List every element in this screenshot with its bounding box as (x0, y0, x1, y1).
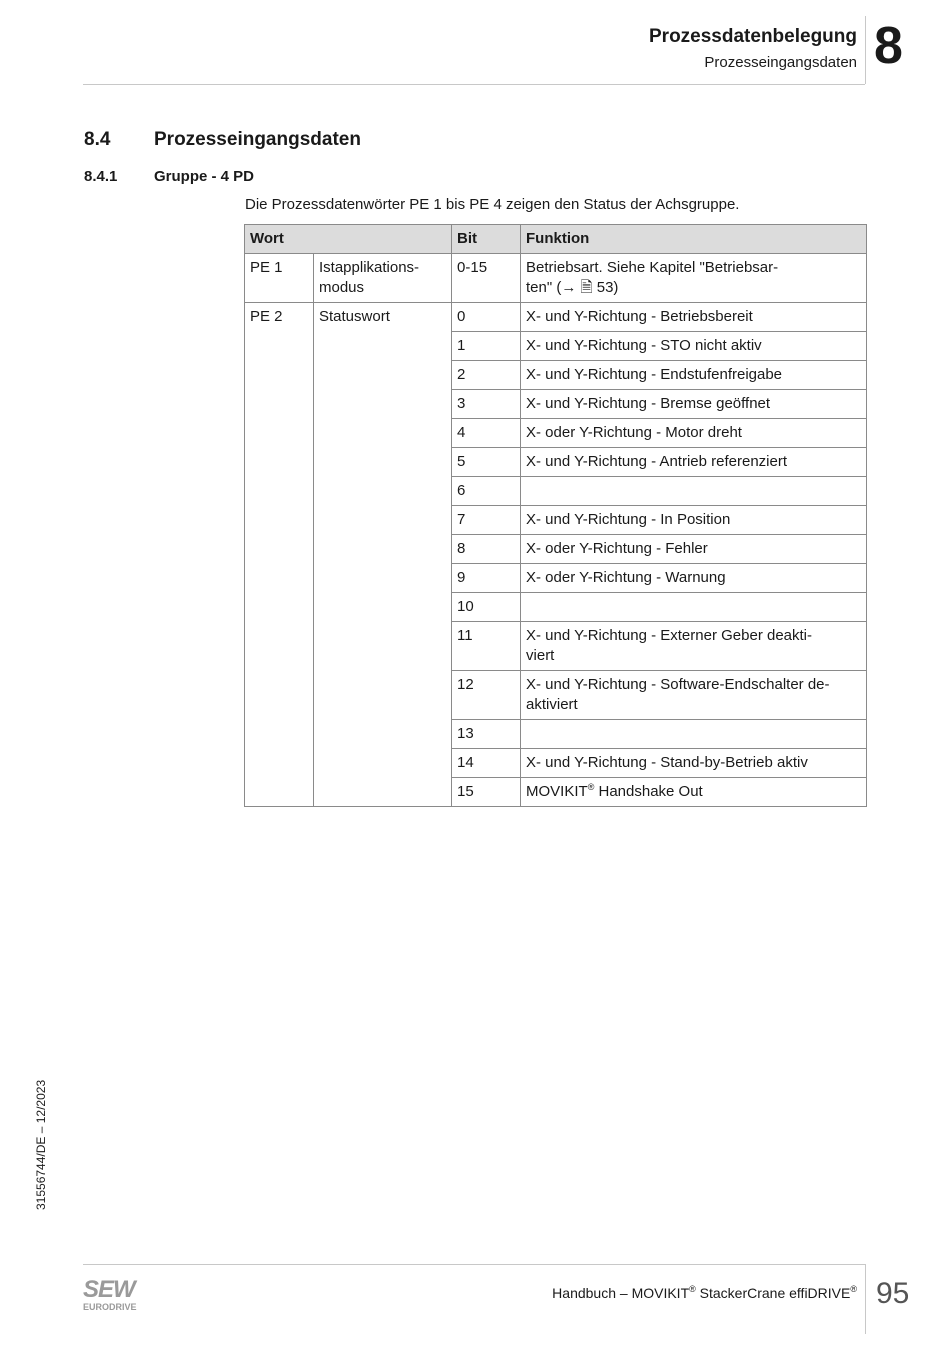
function-line1: Betriebsart. Siehe Kapitel "Betriebsar- (526, 259, 779, 276)
header-title: Prozessdatenbelegung (649, 26, 857, 47)
chapter-number: 8 (874, 17, 903, 75)
function-cell (521, 749, 867, 778)
table-row (245, 303, 867, 332)
function-line1: X- oder Y-Richtung - Warnung (526, 569, 726, 586)
function-cell (521, 390, 867, 419)
bit-cell: 0-15 (452, 254, 521, 303)
function-cell (521, 535, 867, 564)
function-line1: X- und Y-Richtung - Betriebsbereit (526, 308, 753, 325)
bit-cell: 14 (452, 749, 521, 778)
footer-divider (865, 1264, 866, 1334)
function-cell (521, 419, 867, 448)
function-cell (521, 303, 867, 332)
footer-sup1: ® (689, 1284, 696, 1294)
bit-cell: 12 (452, 671, 521, 720)
function-cell (521, 361, 867, 390)
bit-cell: 2 (452, 361, 521, 390)
footer-title (552, 1285, 857, 1301)
function-cell (521, 448, 867, 477)
bit-cell: 1 (452, 332, 521, 361)
bit-cell: 10 (452, 593, 521, 622)
header-rule (83, 84, 865, 85)
bit-cell: 8 (452, 535, 521, 564)
header-divider (865, 16, 866, 84)
word-name-cell: Statuswort (314, 303, 452, 807)
section-title: Prozesseingangsdaten (154, 129, 361, 150)
bit-cell: 5 (452, 448, 521, 477)
bit-cell: 13 (452, 720, 521, 749)
footer-text-part1: Handbuch – MOVIKIT (552, 1285, 690, 1301)
bit-cell: 7 (452, 506, 521, 535)
function-cell (521, 671, 867, 720)
subsection-title: Gruppe - 4 PD (154, 168, 255, 185)
function-line1: X- und Y-Richtung - STO nicht aktiv (526, 337, 762, 354)
bit-cell: 9 (452, 564, 521, 593)
function-cell (521, 506, 867, 535)
header-wort: Wort (245, 225, 452, 254)
table-row-pe1 (245, 254, 867, 303)
process-data-table (244, 224, 867, 807)
bit-cell: 15 (452, 778, 521, 807)
registered-mark: ® (587, 782, 595, 792)
intro-paragraph: Die Prozessdatenwörter PE 1 bis PE 4 zeigen den Status der Achsgruppe. (245, 196, 740, 213)
function-cell (521, 622, 867, 671)
footer-text-part2: StackerCrane effiDRIVE (695, 1285, 851, 1301)
bit-cell: 4 (452, 419, 521, 448)
sew-logo (83, 1278, 153, 1314)
function-suffix: Handshake Out (594, 783, 703, 800)
subsection-number: 8.4.1 (84, 168, 118, 185)
function-line1: X- und Y-Richtung - Endstufenfreigabe (526, 366, 783, 383)
function-line1: X- und Y-Richtung - Antrieb referenziert (526, 453, 787, 470)
function-line1: X- und Y-Richtung - Software-Endschalter de- (526, 676, 830, 693)
function-line1: X- und Y-Richtung - Stand-by-Betrieb aktiv (526, 754, 808, 771)
function-line1: MOVIKIT (526, 783, 588, 800)
section-number: 8.4 (84, 129, 111, 150)
document-code: 31556744/DE – 12/2023 (34, 1079, 48, 1210)
function-line1: X- und Y-Richtung - Bremse geöffnet (526, 395, 771, 412)
function-line2: viert (526, 647, 555, 664)
word-cell: PE 1 (245, 254, 314, 303)
header-subtitle: Prozesseingangsdaten (704, 54, 857, 71)
word-name-cell (314, 254, 452, 303)
function-cell (521, 778, 867, 807)
function-line2: aktiviert (526, 696, 578, 713)
bit-cell: 6 (452, 477, 521, 506)
bit-cell: 3 (452, 390, 521, 419)
function-line1: X- und Y-Richtung - Externer Geber deakti- (526, 627, 812, 644)
function-line1: X- und Y-Richtung - In Position (526, 511, 731, 528)
function-cell (521, 254, 867, 303)
function-cell (521, 593, 867, 622)
bit-cell: 0 (452, 303, 521, 332)
function-cell (521, 332, 867, 361)
word-cell: PE 2 (245, 303, 314, 807)
function-line2: ten" (→ 🗎 53) (526, 279, 619, 296)
header-funktion: Funktion (521, 225, 867, 254)
footer-sup2: ® (850, 1284, 857, 1294)
footer-rule (83, 1264, 865, 1265)
function-cell (521, 564, 867, 593)
word-name-line2: modus (319, 279, 365, 296)
word-name-line1: Istapplikations- (319, 259, 420, 276)
page-number: 95 (876, 1277, 910, 1310)
function-cell (521, 720, 867, 749)
header-bit: Bit (452, 225, 521, 254)
function-cell (521, 477, 867, 506)
function-line1: X- oder Y-Richtung - Motor dreht (526, 424, 742, 441)
logo-sub-text: EURODRIVE (83, 1302, 137, 1312)
table-header-row (245, 225, 867, 254)
function-line1: X- oder Y-Richtung - Fehler (526, 540, 708, 557)
logo-main-text: SEW (83, 1276, 135, 1303)
bit-cell: 11 (452, 622, 521, 671)
